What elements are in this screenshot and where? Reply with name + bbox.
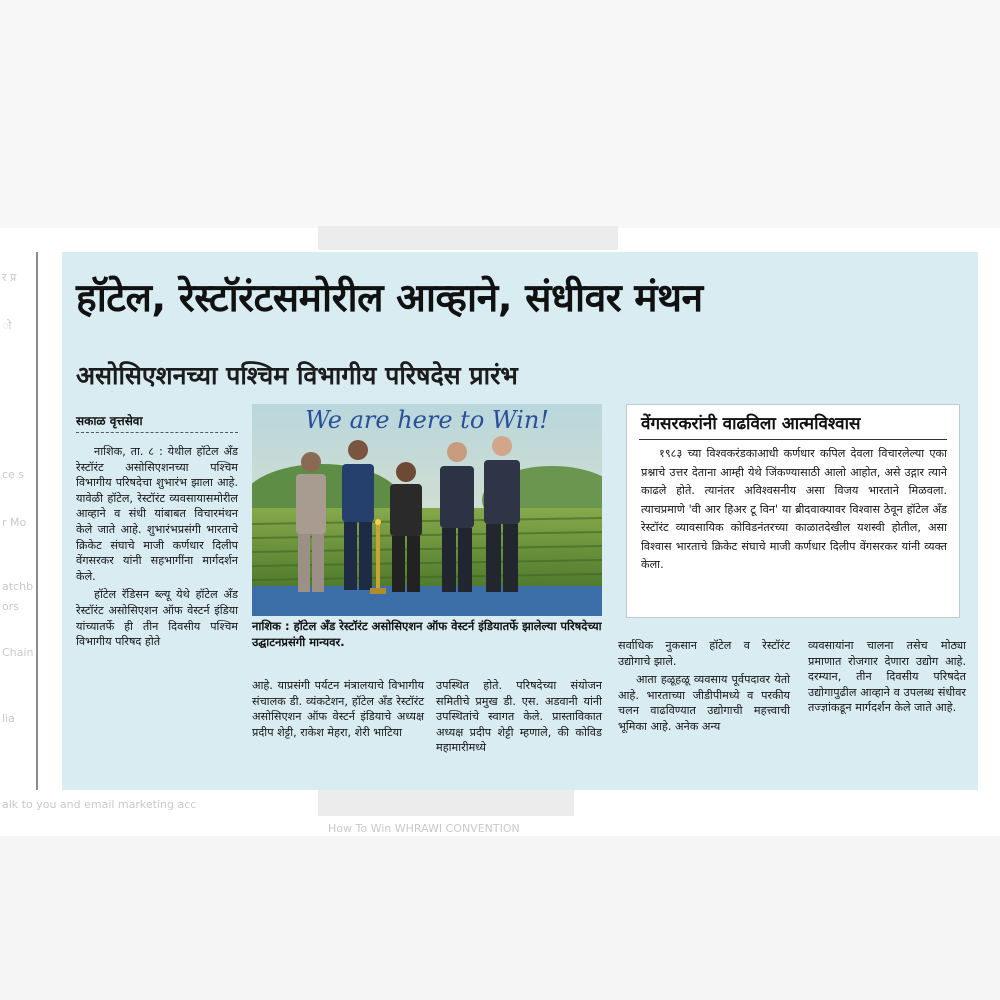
photo-banner-text: We are here to Win! [305, 406, 549, 434]
page-background-bottom [0, 836, 1000, 1000]
article-column-4 [618, 638, 790, 735]
background-fragment: How To Win WHRAWI CONVENTION [328, 822, 520, 835]
article-paragraph: उपस्थित होते. परिषदेच्या संयोजन समितीचे प्रमुख डी. एस. अडवानी यांनी उपस्थितांचे स्वागत केले. प्रास्ताविकात अध्यक्ष प्रदीप शेट्टी म्हणाले, की कोविड महामारीमध्ये [436, 679, 602, 755]
background-divider [36, 252, 38, 790]
article-paragraph: व्यवसायांना चालना तसेच मोठ्या प्रमाणात रोजगार देणारा उद्योग आहे. दरम्यान, तीन दिवसीय परिषदेत उद्योगापुढील आव्हाने व उपलब्ध संधीवर तज्ज्ञांकडून मार्गदर्शन केले जाते आहे. [808, 639, 966, 715]
background-block [318, 790, 574, 816]
sidebar-divider [639, 439, 947, 440]
byline-divider [76, 432, 238, 433]
article-paragraph: सर्वाधिक नुकसान हॉटेल व रेस्टॉरंट उद्योगाचे झाले. [618, 639, 790, 668]
article-column-3 [436, 678, 602, 756]
photo-caption: नाशिक : हॉटेल अँड रेस्टॉरंट असोसिएशन ऑफ वेस्टर्न इंडियातर्फे झालेल्या परिषदेच्या उद्घाटनप्रसंगी मान्यवर. [252, 619, 602, 649]
background-fragment: ors [2, 600, 19, 613]
article-column-5 [808, 638, 966, 716]
background-block [318, 226, 618, 250]
background-fragment: Chain [2, 646, 34, 659]
article-byline: सकाळ वृत्तसेवा [76, 414, 143, 428]
newspaper-clipping [62, 252, 978, 790]
page-background-top [0, 0, 1000, 228]
background-fragment: ce s [2, 468, 25, 481]
article-headline: हॉटेल, रेस्टॉरंटसमोरील आव्हाने, संधीवर मंथन [76, 276, 703, 321]
article-paragraph: आहे. याप्रसंगी पर्यटन मंत्रालयाचे विभागीय संचालक डी. व्यंकटेशन, हॉटेल अँड रेस्टॉरंट असोसिएशन ऑफ वेस्टर्न इंडियाचे अध्यक्ष प्रदीप शेट्टी, राकेश मेहरा, शेरी भाटिया [252, 679, 424, 739]
background-fragment: atchb [2, 580, 34, 593]
sidebar-box [626, 404, 960, 618]
sidebar-title: वेंगसरकरांनी वाढविला आत्मविश्वास [641, 414, 861, 434]
article-paragraph: हॉटेल रॅडिसन ब्ल्यू येथे हॉटेल अँड रेस्टॉरंट असोसिएशन ऑफ वेस्टर्न इंडिया यांच्यातर्फे ही तीन दिवसीय पश्चिम विभागीय परिषद होते [76, 588, 238, 649]
background-fragment: र प्र [2, 271, 17, 284]
article-paragraph: आता हळूहळू व्यवसाय पूर्वपदावर येतो आहे. भारताच्या जीडीपीमध्ये व परकीय चलन वाढविण्यात उद्योगाची महत्त्वाची भूमिका आहे. अनेक अन्य [618, 673, 790, 733]
background-fragment: alk to you and email marketing acc [2, 798, 197, 811]
background-fragment: r Mo [2, 516, 27, 529]
background-fragment: lia [2, 712, 15, 725]
article-subheadline: असोसिएशनच्या पश्चिम विभागीय परिषदेस प्रारंभ [76, 361, 518, 390]
article-column-2 [252, 678, 424, 740]
article-column-1 [76, 444, 238, 650]
lamp-lighting-photo [252, 404, 602, 616]
background-fragment: ो [2, 319, 12, 332]
article-paragraph: नाशिक, ता. ८ : येथील हॉटेल अँड रेस्टॉरंट असोसिएशनच्या पश्चिम विभागीय परिषदेचा शुभारंभ झाला आहे. यावेळी हॉटेल, रेस्टॉरंट व्यवसायासमोरील आव्हाने व संधी यांबाबत विचारमंथन केले जाते आहे. शुभारंभप्रसंगी भारताचे क्रिकेट संघाचे माजी कर्णधार दिलीप वेंगसरकर यांनी सहभागींना मार्गदर्शन केले. [76, 445, 238, 583]
event-photo [252, 404, 602, 616]
sidebar-text: १९८३ च्या विश्वकरंडकाआधी कर्णधार कपिल देवला विचारलेल्या एका प्रश्नाचे उत्तर देताना आम्ही येथे जिंकण्यासाठी आलो आहोत, असे उद्गार त्याने काढले होते. त्यानंतर अविश्वसनीय असा विजय भारताने मिळवला. त्याचप्रमाणे 'वी आर हिअर टू विन' या ब्रीदवाक्यावर विश्वास ठेवून हॉटेल अँड रेस्टॉरंट व्यावसायिक कोविडनंतरच्या काळातदेखील यशस्वी होतील, असा विश्वास भारताचे क्रिकेट संघाचे माजी कर्णधार दिलीप वेंगसरकर यांनी व्यक्त केला. [641, 447, 947, 571]
